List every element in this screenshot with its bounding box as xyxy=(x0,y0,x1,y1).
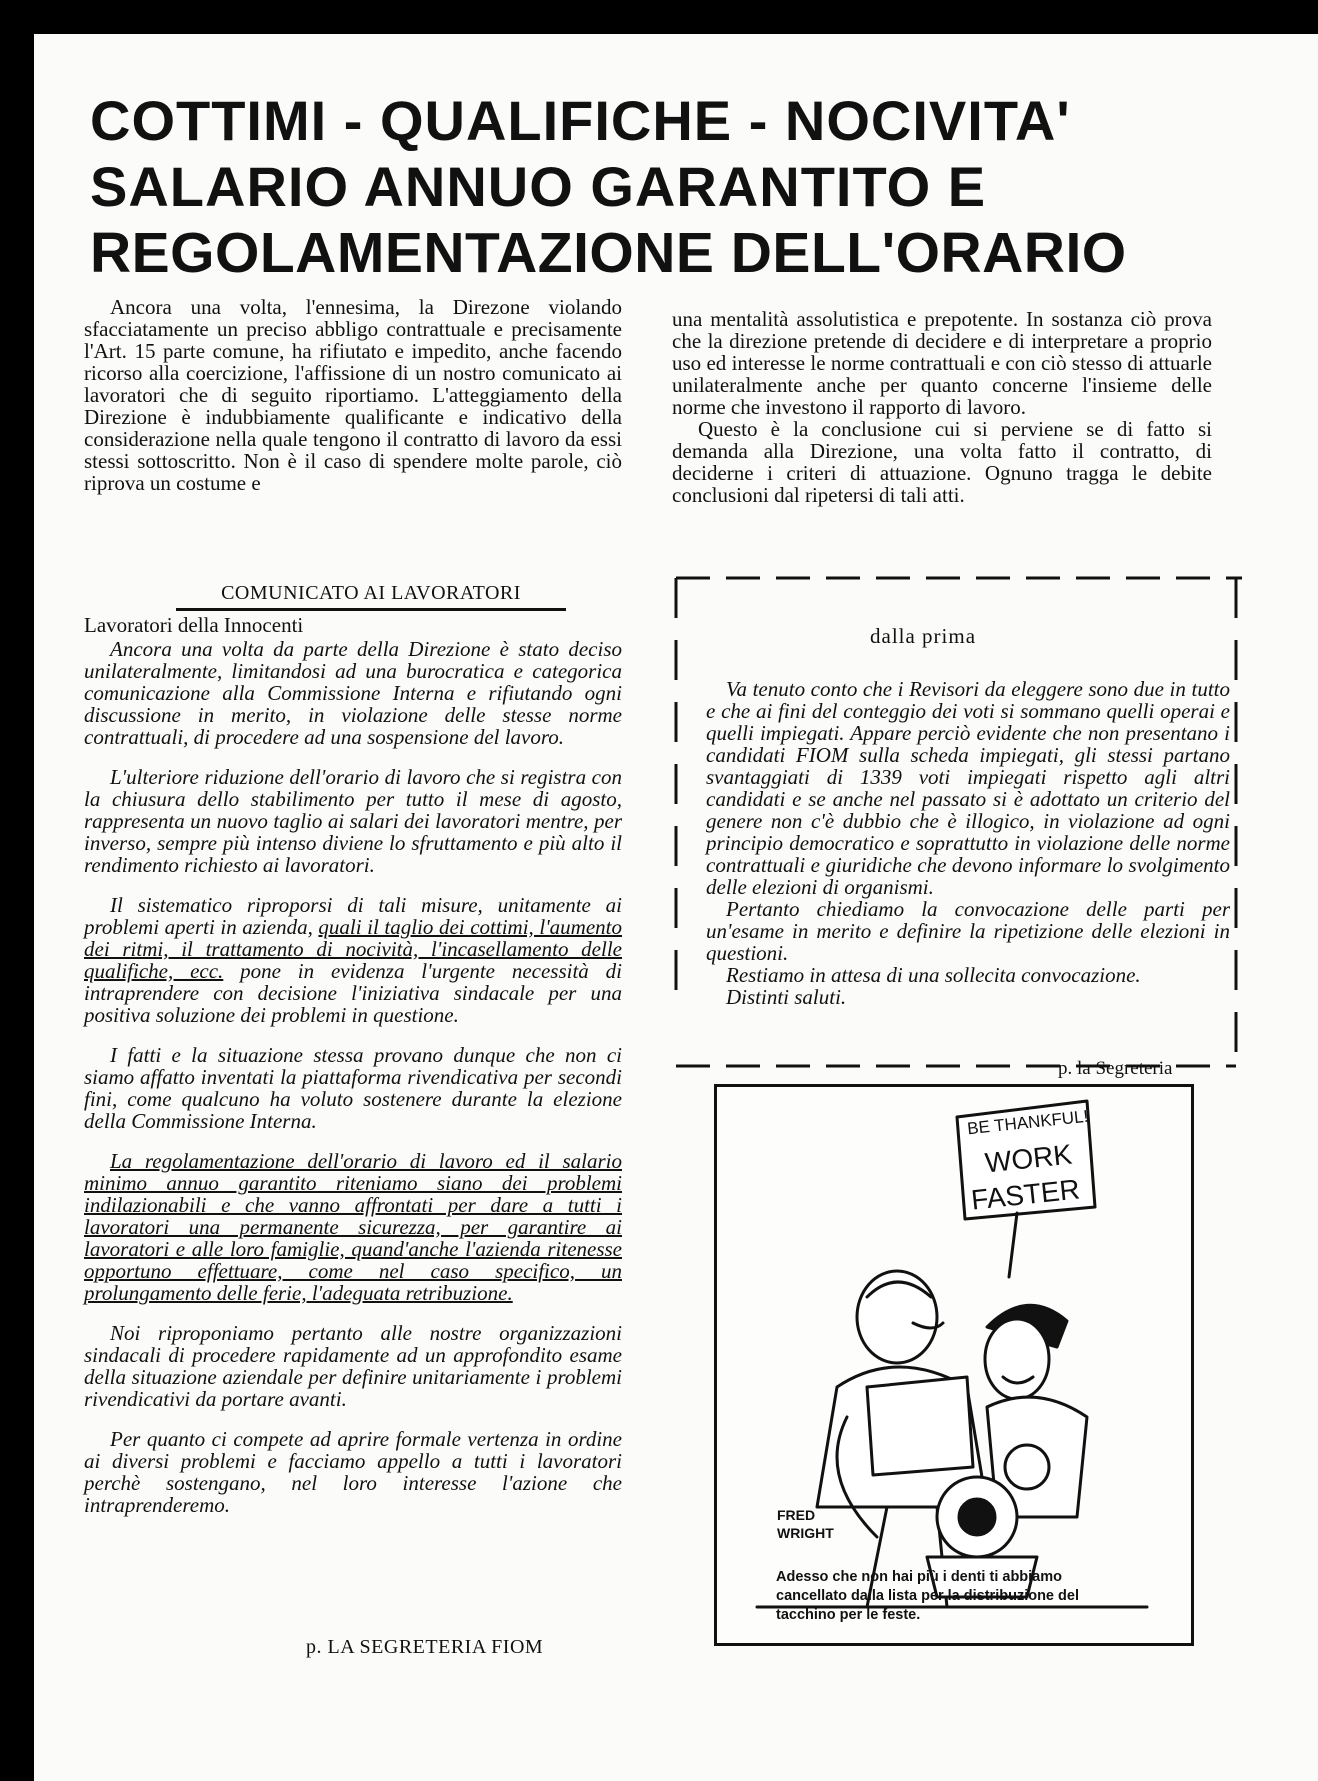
intro-continuation-p2: Questo è la conclusione cui si perviene se di fatto si demanda alla Direzione, una volta fatto il contratto, di deciderne i criteri di attuazione. Ognuno tragga le debite conclusioni dal ripetersi di tali atti. xyxy=(672,417,1212,507)
cartoon-caption: Adesso che non hai più i denti ti abbiamo cancellato dalla lista per la distribuzione del tacchino per le feste. xyxy=(776,1569,1079,1623)
cartoon-drawing xyxy=(717,1087,1191,1643)
communique-p6: Noi riproponiamo pertanto alle nostre organizzazioni sindacali di procedere rapidamente ad un approfondito esame della situazione aziendale per definire unitariamente i problemi rivendicativi da portare avanti. xyxy=(84,1321,622,1411)
headline-line-3: REGOLAMENTAZIONE DELL'ORARIO xyxy=(90,221,1127,285)
communique-title: COMUNICATO AI LAVORATORI xyxy=(176,582,566,611)
communique-body xyxy=(84,614,622,1516)
communique-p3-underlined: quali il taglio dei cottimi, l'aumento dei ritmi, il trattamento di nocività, l'incasellamento delle qualifiche, ecc. xyxy=(84,915,623,983)
communique-signature: p. LA SEGRETERIA FIOM xyxy=(306,1636,544,1658)
communique-p4: I fatti e la situazione stessa provano dunque che non ci siamo affatto inventati la piattaforma rivendicativa per secondi fini, come qualcuno ha voluto sostenere durante la elezione della Commissione Interna. xyxy=(84,1043,622,1133)
intro-continuation xyxy=(672,308,1212,506)
box-p1: Va tenuto conto che i Revisori da eleggere sono due in tutto e che ai fini del conteggio dei voti si sommano quelli operai e quelli impiegati. Appare perciò evidente che non presentano i candidati FIOM sulla scheda impiegati, gli stessi partano svantaggiati di 1339 voti impiegati rispetto agli altri candidati e se anche nel passato si è adottato un criterio del genere non c'è dubbio che è illogico, in violazione ad ogni principio democratico e soprattutto in violazione delle norme contrattuali e giuridiche che devono informare lo svolgimento delle elezioni di organismi. xyxy=(706,677,1230,899)
intro-paragraph: Ancora una volta, l'ennesima, la Direzone violando sfacciatamente un preciso abbligo contrattuale e precisamente l'Art. 15 parte comune, ha rifiutato e impedito, anche facendo ricorso alla coercizione, l'affissione di un nostro comunicato ai lavoratori che di seguito riportiamo. L'atteggiamento della Direzione è indubbiamente qualificante e indicativo della considerazione nella quale tengono il contratto di lavoro da essi stessi sottoscritto. Non è il caso di spendere molte parole, ciò riprova un costume e xyxy=(84,295,622,495)
headline-line-1: COTTIMI - QUALIFICHE - NOCIVITA' xyxy=(90,89,1071,152)
communique-p3-a: Il sistematico riproporsi di tali misure, unitamente ai problemi aperti in azienda, xyxy=(84,893,622,939)
cartoon xyxy=(714,1084,1194,1646)
cartoon-sign-top: BE THANKFUL! xyxy=(966,1106,1090,1139)
communique-p1: Ancora una volta da parte della Direzione è stato deciso unilateralmente, limitandosi ad una burocratica e categorica comunicazione alla Commissione Interna e rifiutando ogni discussione in merito, in violazione delle stesse norme contrattuali, di procedere ad una sospensione del lavoro. xyxy=(84,637,622,749)
box-signature: p. la Segreteria xyxy=(1058,1058,1173,1079)
headline xyxy=(90,88,1240,286)
communique-p7: Per quanto ci compete ad aprire formale vertenza in ordine ai diversi problemi e facciamo appello a tutti i lavoratori perchè sostengano, nel loro interesse l'azione che intraprenderemo. xyxy=(84,1427,622,1517)
box-p2: Pertanto chiediamo la convocazione delle parti per un'esame in merito e definire la ripetizione delle elezioni in questioni. xyxy=(706,897,1230,965)
headline-line-2: SALARIO ANNUO GARANTITO E xyxy=(90,155,987,218)
communique-p5-underlined: La regolamentazione dell'orario di lavoro ed il salario minimo annuo garantito riteniamo siano dei problemi indilazionabili e che vanno affrontati per dare a tutti i lavoratori una permanente sicurezza, per garantire ai lavoratori e alle loro famiglie, quand'anche l'azienda ritenesse opportuno effettuare, come nel caso specifico, un prolungamento delle ferie, l'adeguata retribuzione. xyxy=(84,1149,622,1305)
communique-p5 xyxy=(84,1150,622,1304)
box-body xyxy=(706,678,1230,1008)
cartoon-sign-faster: FASTER xyxy=(969,1173,1082,1216)
communique-p2: L'ulteriore riduzione dell'orario di lavoro che si registra con la chiusura dello stabilimento per tutto il mese di agosto, rappresenta un nuovo taglio ai salari dei lavoratori mentre, per inverso, sempre più intenso diviene lo sfruttamento e più alto il rendimento richiesto ai lavoratori. xyxy=(84,765,622,877)
box-p4: Distinti saluti. xyxy=(726,985,847,1009)
cartoon-sign-work: WORK xyxy=(983,1138,1074,1179)
box-heading: dalla prima xyxy=(870,624,977,648)
cartoon-artist-first: FRED xyxy=(777,1507,816,1523)
communique-salutation: Lavoratori della Innocenti xyxy=(84,613,304,637)
box-p3: Restiamo in attesa di una sollecita convocazione. xyxy=(726,963,1141,987)
communique-p3 xyxy=(84,894,622,1026)
intro-continuation-p1: una mentalità assolutistica e prepotente. In sostanza ciò prova che la direzione pretende di decidere e di interpretare a proprio uso ed interesse le norme contrattuali e con ciò stesso di attuarle unilateralmente anche per quanto concerne l'insieme delle norme che investono il rapporto di lavoro. xyxy=(672,307,1212,419)
intro-text xyxy=(84,296,622,494)
cartoon-artist-last: WRIGHT xyxy=(777,1525,834,1541)
communique-p3-b: pone in evidenza l'urgente necessità di intraprendere con decisione l'iniziativa sindacale per una positiva soluzione dei problemi in questione. xyxy=(84,959,622,1027)
